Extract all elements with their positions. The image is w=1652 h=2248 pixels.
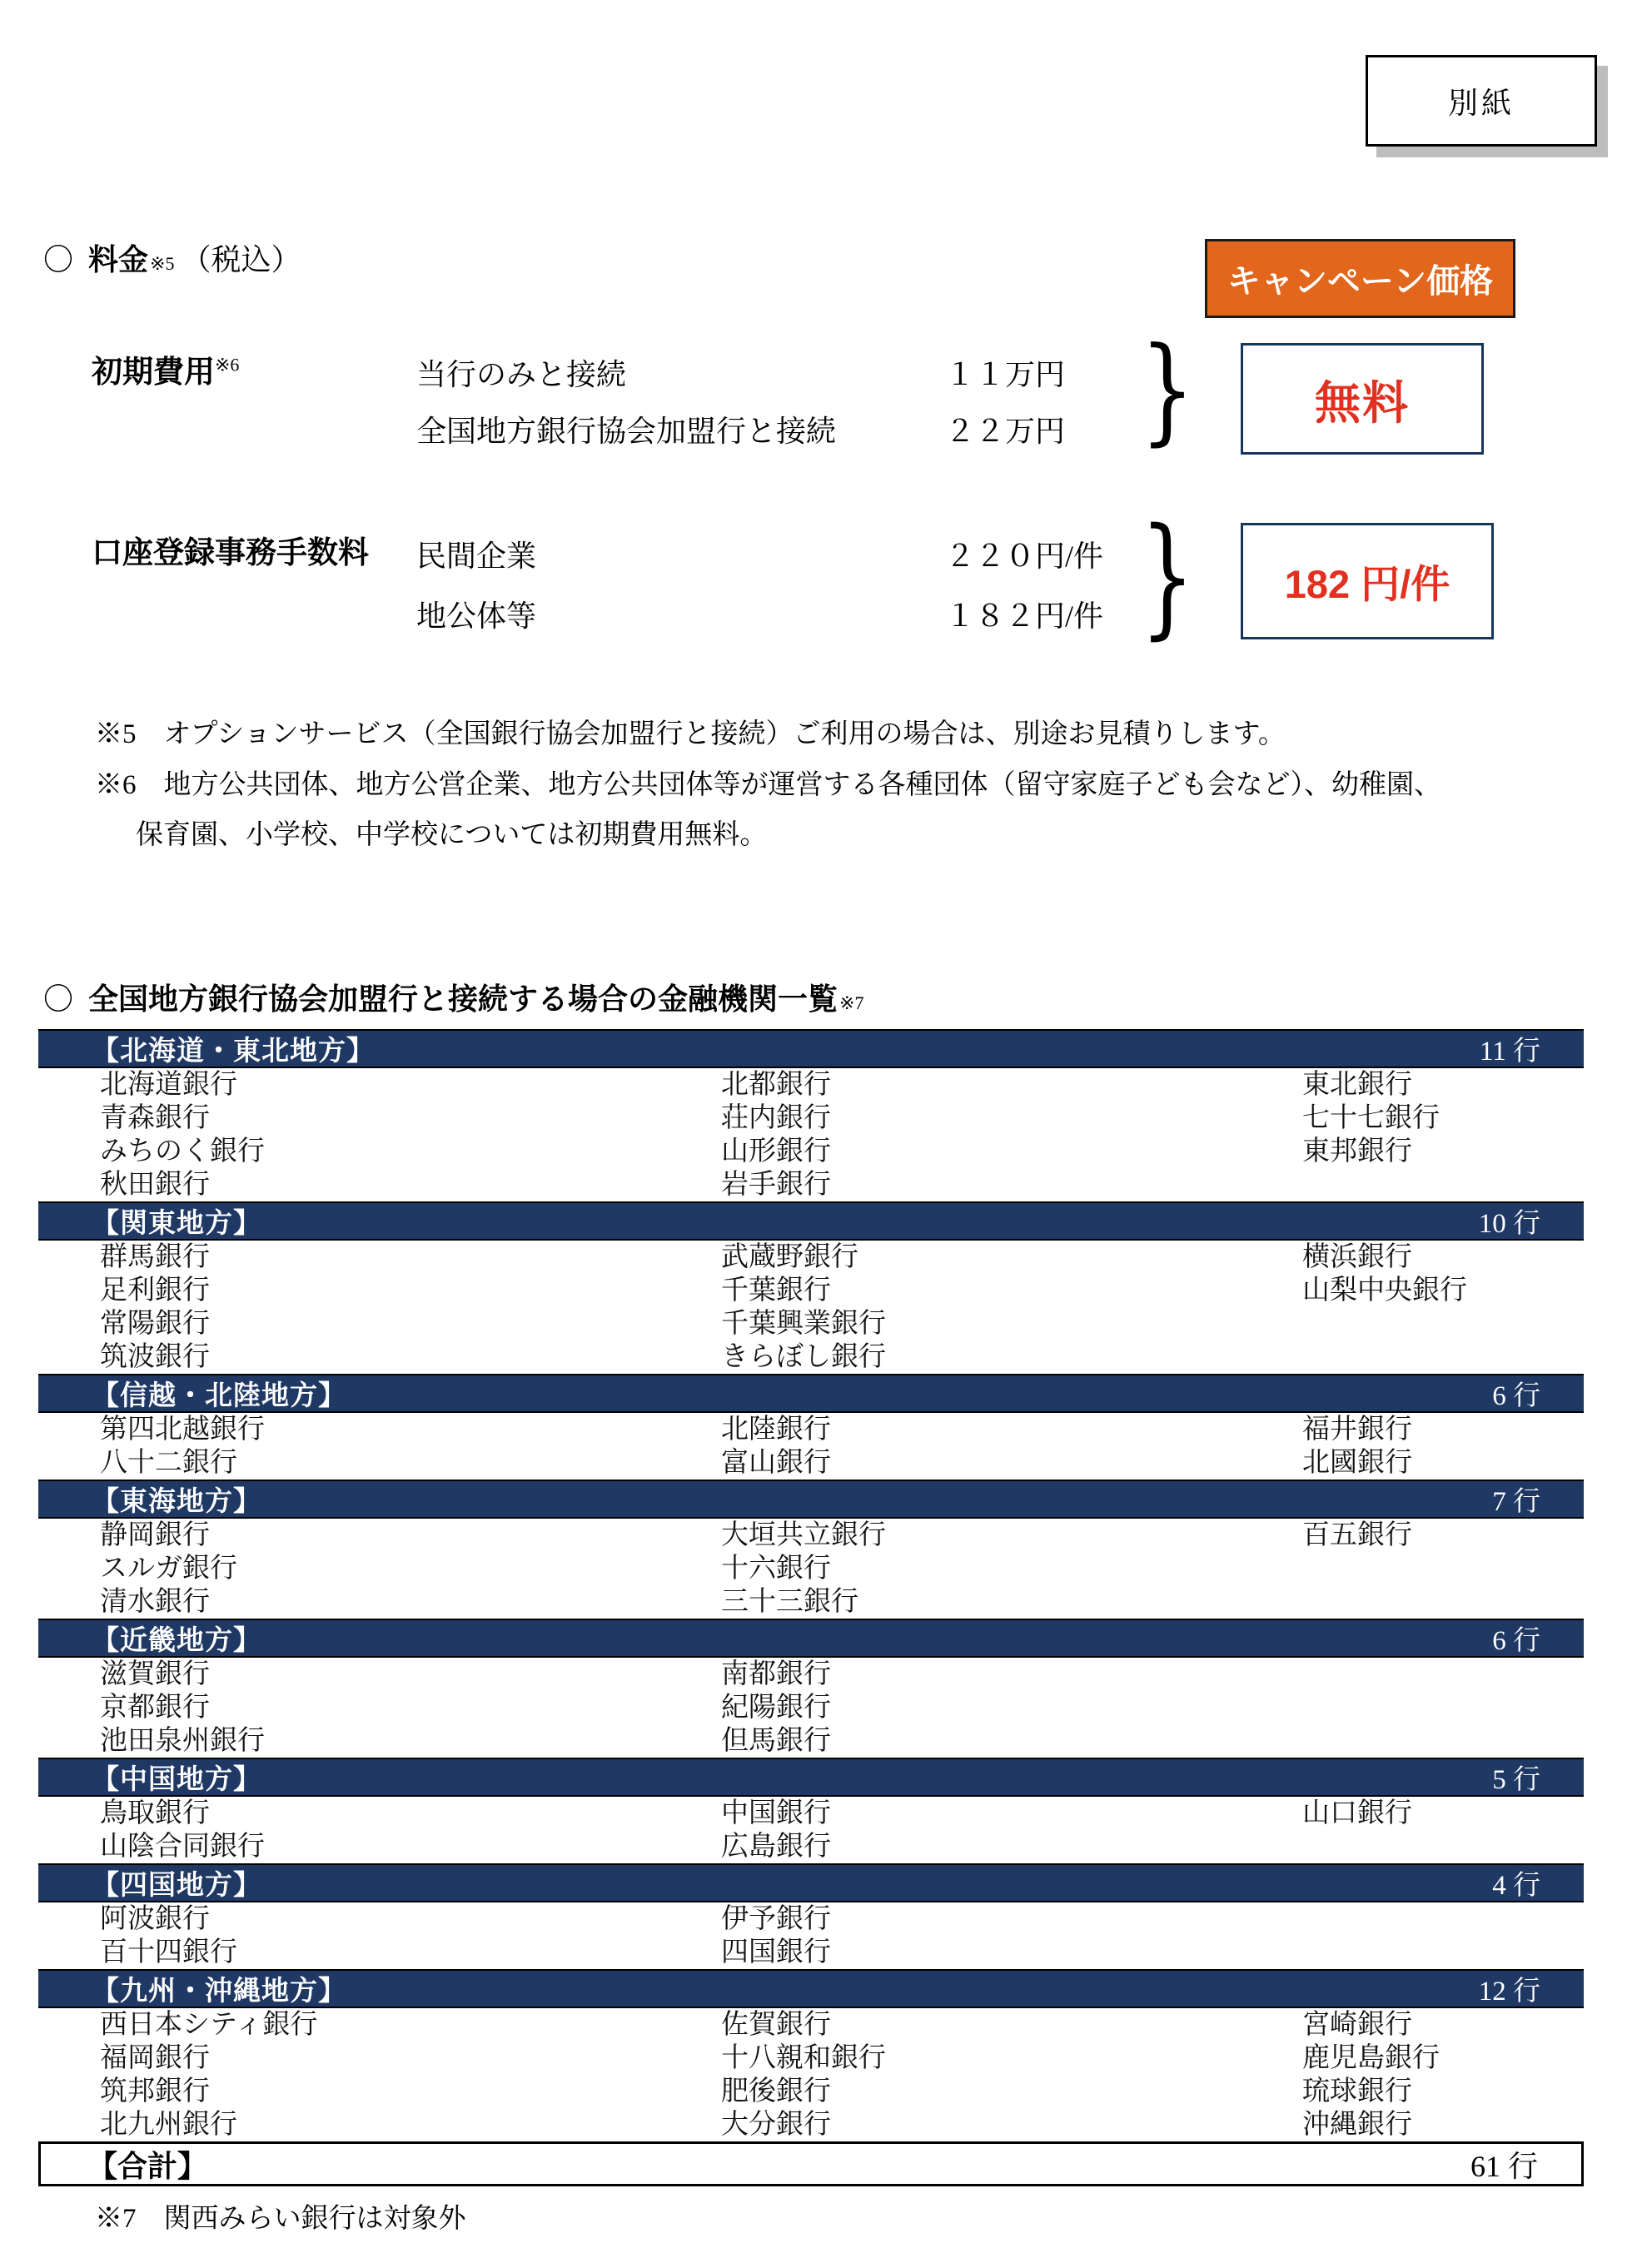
- pricing-title-paren: （税込）: [181, 243, 301, 276]
- bank-name: 富山銀行: [721, 1448, 831, 1478]
- region-header: [38, 1480, 1584, 1519]
- bank-name: 山口銀行: [1302, 1798, 1412, 1828]
- bank-row: [38, 1241, 1584, 1274]
- bank-name: 福岡銀行: [100, 2043, 210, 2073]
- region-bank-count: 12 行: [1478, 1977, 1540, 2007]
- bank-cell-empty: [1302, 1340, 1584, 1374]
- bank-name: 紀陽銀行: [721, 1693, 831, 1723]
- bank-name: 静岡銀行: [100, 1520, 210, 1550]
- bank-row: [38, 1068, 1584, 1102]
- region-bank-count: 4 行: [1492, 1871, 1540, 1901]
- bank-cell-empty: [1302, 1307, 1584, 1340]
- section-marker-icon: 〇: [43, 242, 74, 276]
- bank-row: [38, 1168, 1584, 1201]
- account-campaign-result-box: [1241, 523, 1494, 639]
- bank-name: 鳥取銀行: [100, 1798, 210, 1828]
- bank-name: 東北銀行: [1302, 1070, 1412, 1100]
- bank-name: 筑邦銀行: [100, 2076, 210, 2106]
- initial-item2-name: 全国地方銀行協会加盟行と接続: [416, 415, 837, 448]
- footnote-6-line2: 保育園、小学校、中学校については初期費用無料。: [136, 820, 768, 850]
- bank-cell-empty: [1302, 1830, 1584, 1863]
- bank-name: 沖縄銀行: [1302, 2110, 1412, 2140]
- region-name: 【関東地方】: [92, 1207, 261, 1238]
- account-item2-name: 地公体等: [416, 599, 537, 633]
- initial-campaign-value: 無料: [1314, 376, 1410, 429]
- initial-item1-price: １１万円: [945, 358, 1066, 391]
- bank-name: 琉球銀行: [1302, 2076, 1412, 2106]
- bank-name: 秋田銀行: [100, 1170, 210, 1200]
- bank-cell-empty: [1302, 1936, 1584, 1969]
- bank-row: [38, 1274, 1584, 1307]
- account-campaign-value: 182 円/件: [1284, 561, 1450, 606]
- bank-name: 岩手銀行: [721, 1170, 831, 1200]
- bank-name: 横浜銀行: [1302, 1242, 1412, 1272]
- region-header: [38, 1863, 1584, 1902]
- bank-row: [38, 2008, 1584, 2042]
- bank-name: 伊予銀行: [721, 1904, 831, 1934]
- bank-name: 十八親和銀行: [721, 2043, 886, 2073]
- bank-row: [38, 1691, 1584, 1724]
- bank-name: 滋賀銀行: [100, 1659, 210, 1689]
- region-bank-count: 10 行: [1478, 1209, 1540, 1239]
- bank-cell-empty: [1302, 1585, 1584, 1619]
- bank-row: [38, 1519, 1584, 1552]
- region-name: 【信越・北陸地方】: [92, 1380, 346, 1410]
- bank-cell-empty: [1302, 1691, 1584, 1724]
- initial-cost-label-text: 初期費用: [92, 355, 215, 389]
- bank-list-section-title: [43, 976, 863, 1018]
- bank-name: 池田泉州銀行: [100, 1726, 265, 1756]
- initial-item2-price: ２２万円: [945, 415, 1066, 448]
- pricing-section-title: [43, 236, 301, 279]
- account-fee-label: 口座登録事務手数料: [92, 535, 369, 569]
- bank-name: 七十七銀行: [1302, 1103, 1440, 1133]
- bank-name: 百十四銀行: [100, 1937, 237, 1967]
- bank-cell-empty: [1302, 1902, 1584, 1936]
- bank-name: 山形銀行: [721, 1136, 831, 1166]
- pricing-title-sup: ※5: [150, 253, 175, 274]
- total-count: 61 行: [1470, 2149, 1538, 2183]
- bank-name: 佐賀銀行: [721, 2010, 831, 2040]
- bank-name: 足利銀行: [100, 1276, 210, 1306]
- region-header: [38, 1758, 1584, 1797]
- region-header: [38, 1201, 1584, 1241]
- bank-cell-empty: [1302, 1658, 1584, 1691]
- bank-name: 大分銀行: [721, 2110, 831, 2140]
- bank-name: 大垣共立銀行: [721, 1520, 886, 1550]
- bank-name: 京都銀行: [100, 1693, 210, 1723]
- bank-row: [38, 1413, 1584, 1446]
- brace-icon: }: [1140, 323, 1195, 458]
- account-item1-price: ２２０円/件: [945, 540, 1104, 573]
- bank-row: [38, 1724, 1584, 1758]
- bank-name: みちのく銀行: [100, 1136, 265, 1166]
- bank-name: 南都銀行: [721, 1659, 831, 1689]
- region-name: 【東海地方】: [92, 1485, 261, 1516]
- initial-cost-label: [92, 346, 239, 391]
- bank-name: 荘内銀行: [721, 1103, 831, 1133]
- bank-row: [38, 1135, 1584, 1168]
- bank-row: [38, 1902, 1584, 1936]
- bank-name: 常陽銀行: [100, 1309, 210, 1339]
- bank-name: 武蔵野銀行: [721, 1242, 858, 1272]
- region-header: [38, 1969, 1584, 2008]
- bank-name: 東邦銀行: [1302, 1136, 1412, 1166]
- campaign-price-badge: [1205, 239, 1515, 318]
- bank-row: [38, 1307, 1584, 1340]
- bank-name: 北海道銀行: [100, 1070, 237, 1100]
- bank-name: 山陰合同銀行: [100, 1832, 265, 1862]
- region-header: [38, 1029, 1584, 1068]
- bank-name: 但馬銀行: [721, 1726, 831, 1756]
- bank-row: [38, 1585, 1584, 1619]
- bank-table-body: [38, 1029, 1584, 2141]
- footnote-7: ※7 関西みらい銀行は対象外: [95, 2204, 466, 2234]
- campaign-price-label: キャンペーン価格: [1227, 263, 1494, 300]
- bank-row: [38, 1340, 1584, 1374]
- footnote-5: ※5 オプションサービス（全国銀行協会加盟行と接続）ご利用の場合は、別途お見積りします。: [95, 719, 1286, 749]
- account-item2-price: １８２円/件: [945, 599, 1104, 633]
- bank-name: 肥後銀行: [721, 2076, 831, 2106]
- attachment-label: 別紙: [1447, 85, 1515, 120]
- region-name: 【九州・沖縄地方】: [92, 1975, 346, 2006]
- bank-row: [38, 1797, 1584, 1830]
- region-bank-count: 11 行: [1479, 1037, 1540, 1067]
- region-header: [38, 1619, 1584, 1658]
- bank-name: 西日本シティ銀行: [100, 2010, 318, 2040]
- bank-name: 群馬銀行: [100, 1242, 210, 1272]
- bank-name: 北都銀行: [721, 1070, 831, 1100]
- total-row: [38, 2141, 1584, 2186]
- region-bank-count: 7 行: [1492, 1487, 1540, 1517]
- initial-campaign-result-box: [1241, 343, 1484, 455]
- bank-name: 北國銀行: [1302, 1448, 1412, 1478]
- region-bank-count: 6 行: [1492, 1626, 1540, 1656]
- bank-name: 北陸銀行: [721, 1415, 831, 1445]
- region-header: [38, 1374, 1584, 1413]
- section-marker-icon: 〇: [43, 982, 74, 1016]
- bank-cell-empty: [1302, 1552, 1584, 1585]
- pricing-title-text: 料金: [88, 242, 149, 276]
- bank-name: 四国銀行: [721, 1937, 831, 1967]
- bank-name: 三十三銀行: [721, 1587, 858, 1617]
- bank-row: [38, 2075, 1584, 2108]
- bank-name: 青森銀行: [100, 1103, 210, 1133]
- bank-name: きらぼし銀行: [721, 1342, 886, 1372]
- bank-name: 福井銀行: [1302, 1415, 1412, 1445]
- region-bank-count: 6 行: [1492, 1381, 1540, 1411]
- region-name: 【四国地方】: [92, 1869, 261, 1900]
- bank-name: 宮崎銀行: [1302, 2010, 1412, 2040]
- bank-name: 中国銀行: [721, 1798, 831, 1828]
- bank-name: スルガ銀行: [100, 1554, 237, 1584]
- bank-cell-empty: [1302, 1724, 1584, 1758]
- bank-list-title-text: 全国地方銀行協会加盟行と接続する場合の金融機関一覧: [88, 982, 838, 1016]
- bank-cell-empty: [1302, 1168, 1584, 1201]
- account-item1-name: 民間企業: [416, 540, 537, 573]
- brace-icon: }: [1140, 500, 1195, 654]
- region-name: 【中国地方】: [92, 1763, 261, 1794]
- bank-row: [38, 2042, 1584, 2075]
- region-name: 【北海道・東北地方】: [92, 1035, 375, 1066]
- total-label: 【合計】: [87, 2148, 208, 2183]
- bank-name: 十六銀行: [721, 1554, 831, 1584]
- attachment-label-box: [1366, 55, 1597, 147]
- bank-name: 第四北越銀行: [100, 1415, 265, 1445]
- initial-cost-label-sup: ※6: [215, 354, 240, 375]
- bank-row: [38, 1830, 1584, 1863]
- bank-name: 北九州銀行: [100, 2110, 237, 2140]
- bank-row: [38, 1552, 1584, 1585]
- bank-name: 清水銀行: [100, 1587, 210, 1617]
- bank-name: 山梨中央銀行: [1302, 1276, 1467, 1306]
- bank-row: [38, 1102, 1584, 1135]
- bank-name: 広島銀行: [721, 1832, 831, 1862]
- bank-row: [38, 1936, 1584, 1969]
- initial-item1-name: 当行のみと接続: [416, 358, 627, 391]
- bank-list-title-sup: ※7: [839, 992, 864, 1013]
- bank-name: 百五銀行: [1302, 1520, 1412, 1550]
- bank-row: [38, 1446, 1584, 1480]
- footnote-6-line1: ※6 地方公共団体、地方公営企業、地方公共団体等が運営する各種団体（留守家庭子ども会など）、幼稚園、: [95, 770, 1441, 800]
- region-name: 【近畿地方】: [92, 1624, 261, 1655]
- bank-name: 八十二銀行: [100, 1448, 237, 1478]
- bank-name: 千葉興業銀行: [721, 1309, 886, 1339]
- region-bank-count: 5 行: [1492, 1765, 1540, 1795]
- bank-table: [38, 1029, 1584, 2186]
- bank-name: 阿波銀行: [100, 1904, 210, 1934]
- bank-row: [38, 2108, 1584, 2141]
- bank-name: 千葉銀行: [721, 1276, 831, 1306]
- bank-name: 筑波銀行: [100, 1342, 210, 1372]
- bank-name: 鹿児島銀行: [1302, 2043, 1440, 2073]
- bank-row: [38, 1658, 1584, 1691]
